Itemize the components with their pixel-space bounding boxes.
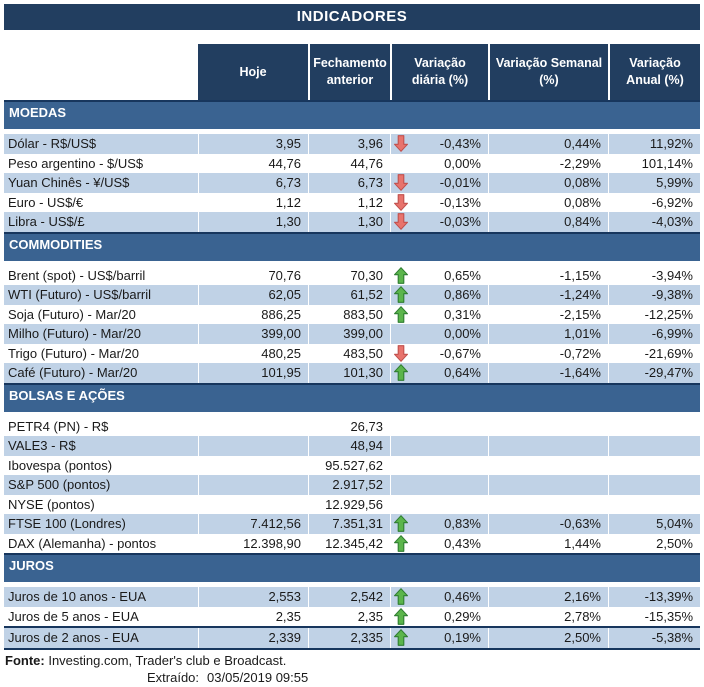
cell-variacao-anual: -4,03% [608,212,700,232]
variacao-diaria-value: 0,19% [444,630,481,646]
cell-variacao-diaria [390,495,488,515]
row-label: FTSE 100 (Londres) [8,516,126,532]
cell-hoje: 399,00 [198,324,308,344]
table-row [4,534,700,554]
cell-hoje: 70,76 [198,266,308,286]
row-label: Café (Futuro) - Mar/20 [8,365,138,381]
cell-variacao-diaria [390,305,488,325]
variacao-diaria-value: 0,46% [444,589,481,605]
variacao-diaria-value: -0,13% [439,194,481,210]
cell-variacao-diaria [390,324,488,344]
table-row [4,305,700,325]
cell-hoje: 886,25 [198,305,308,325]
variacao-diaria-value: 0,00% [444,155,481,171]
table-row [4,628,700,650]
green-up-arrow-icon [394,306,408,323]
row-label: Brent (spot) - US$/barril [8,267,146,283]
cell-variacao-semanal: -1,64% [488,363,608,383]
row-label: DAX (Alemanha) - pontos [8,535,157,551]
cell-fechamento-anterior: 2,335 [308,628,390,648]
cell-variacao-diaria [390,134,488,154]
cell-variacao-diaria [390,154,488,174]
cell-variacao-semanal: -2,15% [488,305,608,325]
red-down-arrow-icon [394,345,408,362]
row-label: S&P 500 (pontos) [8,477,111,493]
row-label: Euro - US$/€ [8,194,84,210]
row-label: Soja (Futuro) - Mar/20 [8,306,136,322]
column-header-variacao-semanal: Variação Semanal (%) [488,44,608,100]
cell-fechamento-anterior: 7.351,31 [308,514,390,534]
cell-variacao-semanal: 2,16% [488,587,608,607]
variacao-diaria-value: 0,64% [444,365,481,381]
red-down-arrow-icon [394,135,408,152]
variacao-diaria-value: -0,03% [439,214,481,230]
table-row [4,514,700,534]
row-label: Juros de 2 anos - EUA [8,630,139,646]
red-down-arrow-icon [394,213,408,230]
cell-variacao-anual: 5,99% [608,173,700,193]
variacao-diaria-value: 0,83% [444,516,481,532]
cell-hoje: 7.412,56 [198,514,308,534]
cell-variacao-diaria [390,212,488,232]
cell-fechamento-anterior: 3,96 [308,134,390,154]
table-row [4,154,700,174]
column-header-hoje: Hoje [198,44,308,100]
cell-variacao-semanal: 0,08% [488,173,608,193]
row-label: Yuan Chinês - ¥/US$ [8,175,130,191]
cell-variacao-diaria [390,475,488,495]
cell-fechamento-anterior: 44,76 [308,154,390,174]
row-label: Ibovespa (pontos) [8,457,113,473]
cell-fechamento-anterior: 1,30 [308,212,390,232]
row-label: Juros de 5 anos - EUA [8,608,139,624]
cell-variacao-diaria [390,607,488,627]
variacao-diaria-value: 0,00% [444,326,481,342]
cell-hoje: 44,76 [198,154,308,174]
cell-hoje: 101,95 [198,363,308,383]
cell-hoje [198,436,308,456]
table-body [4,100,700,650]
cell-variacao-semanal: 1,44% [488,534,608,554]
cell-variacao-diaria [390,514,488,534]
source-label: Fonte: [5,652,45,668]
section-header-commodities: COMMODITIES [4,232,700,261]
green-up-arrow-icon [394,535,408,552]
cell-variacao-anual: -9,38% [608,285,700,305]
cell-variacao-anual [608,436,700,456]
row-label: NYSE (pontos) [8,496,95,512]
cell-fechamento-anterior: 61,52 [308,285,390,305]
cell-variacao-anual [608,456,700,476]
cell-variacao-anual: -13,39% [608,587,700,607]
table-row [4,212,700,232]
column-header-fechamento-anterior: Fechamento anterior [308,44,390,100]
table-row [4,607,700,629]
table-row [4,193,700,213]
cell-hoje [198,475,308,495]
cell-variacao-diaria [390,363,488,383]
extracted-datetime: 03/05/2019 09:55 [207,669,309,685]
variacao-diaria-value: 0,86% [444,287,481,303]
cell-fechamento-anterior: 6,73 [308,173,390,193]
cell-variacao-semanal: -2,29% [488,154,608,174]
green-up-arrow-icon [394,286,408,303]
cell-variacao-diaria [390,456,488,476]
cell-variacao-diaria [390,534,488,554]
cell-fechamento-anterior: 399,00 [308,324,390,344]
cell-fechamento-anterior: 2.917,52 [308,475,390,495]
cell-hoje: 12.398,90 [198,534,308,554]
cell-variacao-anual: 101,14% [608,154,700,174]
green-up-arrow-icon [394,588,408,605]
cell-variacao-anual: -15,35% [608,607,700,627]
cell-variacao-diaria [390,587,488,607]
cell-variacao-anual: 11,92% [608,134,700,154]
green-up-arrow-icon [394,364,408,381]
cell-variacao-semanal: 0,08% [488,193,608,213]
cell-variacao-anual: -21,69% [608,344,700,364]
cell-variacao-anual: -29,47% [608,363,700,383]
cell-variacao-semanal [488,456,608,476]
cell-variacao-diaria [390,193,488,213]
cell-variacao-semanal: 1,01% [488,324,608,344]
row-label: Peso argentino - $/US$ [8,155,144,171]
green-up-arrow-icon [394,515,408,532]
variacao-diaria-value: 0,31% [444,306,481,322]
column-header-variacao-anual: Variação Anual (%) [608,44,700,100]
row-label: Libra - US$/£ [8,214,85,230]
table-row [4,285,700,305]
cell-variacao-anual: -12,25% [608,305,700,325]
table-row [4,266,700,286]
cell-fechamento-anterior: 2,542 [308,587,390,607]
variacao-diaria-value: -0,67% [439,345,481,361]
table-row [4,587,700,607]
variacao-diaria-value: -0,01% [439,175,481,191]
column-header-variacao-diaria: Variação diária (%) [390,44,488,100]
variacao-diaria-value: 0,43% [444,535,481,551]
cell-fechamento-anterior: 12.929,56 [308,495,390,515]
cell-variacao-diaria [390,344,488,364]
cell-fechamento-anterior: 1,12 [308,193,390,213]
cell-variacao-semanal [488,436,608,456]
section-header-juros: JUROS [4,553,700,582]
variacao-diaria-value: 0,29% [444,608,481,624]
table-row [4,134,700,154]
cell-fechamento-anterior: 101,30 [308,363,390,383]
cell-fechamento-anterior: 483,50 [308,344,390,364]
green-up-arrow-icon [394,608,408,625]
cell-fechamento-anterior: 2,35 [308,607,390,627]
cell-variacao-anual [608,475,700,495]
cell-variacao-anual: 5,04% [608,514,700,534]
cell-variacao-diaria [390,628,488,648]
cell-variacao-semanal: -0,72% [488,344,608,364]
row-label: WTI (Futuro) - US$/barril [8,287,152,303]
extracted-line [5,669,700,686]
cell-variacao-anual: -6,92% [608,193,700,213]
section-header-moedas: MOEDAS [4,100,700,129]
cell-variacao-semanal: -0,63% [488,514,608,534]
cell-fechamento-anterior: 48,94 [308,436,390,456]
table-row [4,324,700,344]
cell-variacao-semanal: -1,24% [488,285,608,305]
cell-variacao-semanal: 0,44% [488,134,608,154]
table-row [4,495,700,515]
cell-hoje: 2,553 [198,587,308,607]
cell-fechamento-anterior: 12.345,42 [308,534,390,554]
cell-fechamento-anterior: 883,50 [308,305,390,325]
cell-variacao-diaria [390,285,488,305]
cell-fechamento-anterior: 26,73 [308,417,390,437]
cell-fechamento-anterior: 70,30 [308,266,390,286]
row-label: Juros de 10 anos - EUA [8,589,147,605]
cell-hoje: 6,73 [198,173,308,193]
header-spacer [4,44,198,100]
cell-variacao-semanal [488,417,608,437]
green-up-arrow-icon [394,267,408,284]
section-header-bolsas-e-acoes: BOLSAS E AÇÕES [4,383,700,412]
cell-hoje [198,456,308,476]
cell-variacao-diaria [390,436,488,456]
cell-variacao-diaria [390,417,488,437]
cell-variacao-semanal [488,495,608,515]
source-text: Investing.com, Trader's club e Broadcast. [44,652,287,668]
extracted-label: Extraído: [147,669,200,685]
cell-hoje: 3,95 [198,134,308,154]
cell-variacao-semanal: 2,50% [488,628,608,648]
table-row [4,344,700,364]
red-down-arrow-icon [394,194,408,211]
row-label: PETR4 (PN) - R$ [8,418,109,434]
row-label: Dólar - R$/US$ [8,136,97,152]
cell-variacao-semanal: -1,15% [488,266,608,286]
cell-variacao-anual: -6,99% [608,324,700,344]
cell-hoje: 2,35 [198,607,308,627]
source-line [5,652,700,669]
column-header-row [4,44,700,100]
cell-variacao-anual: 2,50% [608,534,700,554]
row-label: Milho (Futuro) - Mar/20 [8,326,141,342]
table-row [4,475,700,495]
cell-variacao-anual [608,417,700,437]
cell-hoje: 480,25 [198,344,308,364]
row-label: VALE3 - R$ [8,438,76,454]
cell-hoje [198,417,308,437]
variacao-diaria-value: -0,43% [439,136,481,152]
variacao-diaria-value: 0,65% [444,267,481,283]
red-down-arrow-icon [394,174,408,191]
green-up-arrow-icon [394,629,408,646]
report-title: INDICADORES [4,4,700,30]
cell-fechamento-anterior: 95.527,62 [308,456,390,476]
table-row [4,417,700,437]
cell-hoje: 1,30 [198,212,308,232]
cell-variacao-semanal [488,475,608,495]
cell-variacao-diaria [390,266,488,286]
cell-hoje: 1,12 [198,193,308,213]
cell-variacao-diaria [390,173,488,193]
cell-variacao-anual [608,495,700,515]
cell-variacao-anual: -5,38% [608,628,700,648]
row-label: Trigo (Futuro) - Mar/20 [8,345,139,361]
cell-hoje: 2,339 [198,628,308,648]
cell-hoje: 62,05 [198,285,308,305]
cell-variacao-semanal: 2,78% [488,607,608,627]
cell-variacao-semanal: 0,84% [488,212,608,232]
report-footer [4,652,700,686]
table-row [4,436,700,456]
cell-hoje [198,495,308,515]
table-row [4,363,700,383]
cell-variacao-anual: -3,94% [608,266,700,286]
table-row [4,456,700,476]
table-row [4,173,700,193]
